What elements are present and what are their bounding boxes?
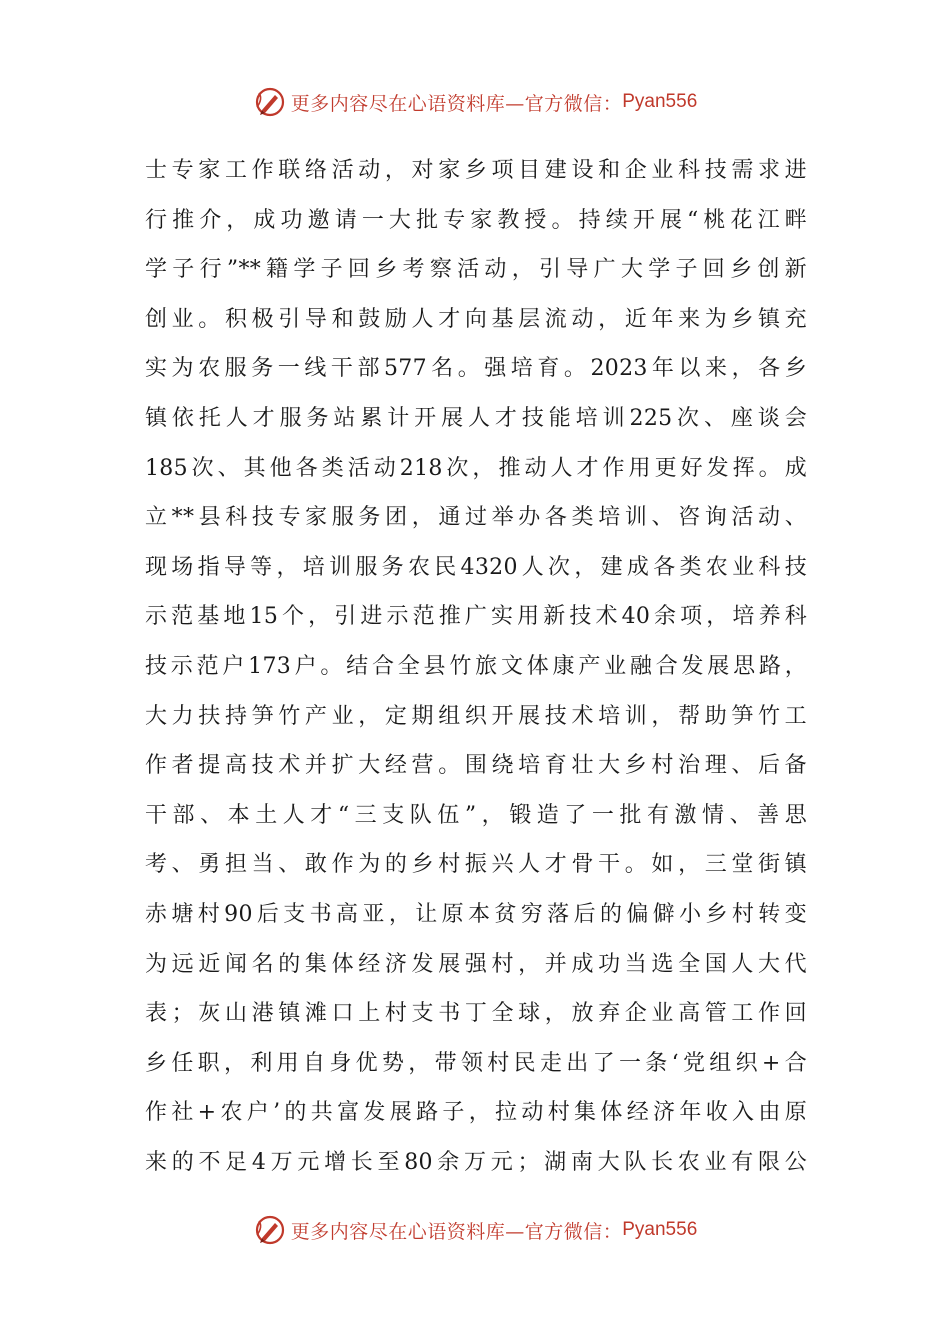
body-line: 镇依托人才服务站累计开展人才技能培训225次、座谈会 bbox=[145, 405, 807, 431]
body-line: 作者提高技术并扩大经营。围绕培育壮大乡村治理、后备 bbox=[145, 753, 807, 779]
document-body bbox=[145, 146, 807, 1187]
body-line: 创业。积极引导和鼓励人才向基层流动，近年来为乡镇充 bbox=[145, 306, 807, 332]
body-line: 现场指导等，培训服务农民4320人次，建成各类农业科技 bbox=[145, 554, 807, 580]
footer-wechat-id: Pyan556 bbox=[622, 1219, 698, 1240]
header-banner-text: 更多内容尽在心语资料库—官方微信： bbox=[290, 92, 623, 115]
body-line: 干部、本土人才“三支队伍”，锻造了一批有激情、善思 bbox=[145, 802, 807, 828]
body-line: 技示范户173户。结合全县竹旅文体康产业融合发展思路， bbox=[145, 653, 807, 679]
body-line: 作社+农户’的共富发展路子，拉动村集体经济年收入由原 bbox=[145, 1100, 807, 1126]
body-line: 考、勇担当、敢作为的乡村振兴人才骨干。如，三堂街镇 bbox=[145, 852, 807, 878]
footer-banner-text: 更多内容尽在心语资料库—官方微信： bbox=[290, 1220, 623, 1243]
body-line: 士专家工作联络活动，对家乡项目建设和企业科技需求进 bbox=[145, 158, 807, 183]
body-line: 来的不足4万元增长至80余万元；湖南大队长农业有限公 bbox=[145, 1149, 807, 1175]
body-line: 实为农服务一线干部577名。强培育。2023年以来，各乡 bbox=[145, 356, 807, 382]
body-line: 大力扶持笋竹产业，定期组织开展技术培训，帮助笋竹工 bbox=[145, 703, 807, 729]
header-wechat-id: Pyan556 bbox=[622, 91, 698, 112]
body-line: 为远近闻名的集体经济发展强村，并成功当选全国人大代 bbox=[145, 951, 807, 977]
pen-logo-icon bbox=[253, 85, 287, 119]
body-line: 示范基地15个，引进示范推广实用新技术40余项，培养科 bbox=[145, 604, 807, 630]
body-line: 赤塘村90后支书高亚，让原本贫穷落后的偏僻小乡村转变 bbox=[145, 901, 807, 927]
pen-logo-icon bbox=[253, 1213, 287, 1247]
body-line: 行推介，成功邀请一大批专家教授。持续开展“桃花江畔 bbox=[145, 207, 807, 233]
body-line: 乡任职，利用自身优势，带领村民走出了一条‘党组织+合 bbox=[145, 1050, 807, 1076]
body-line: 学子行”**籍学子回乡考察活动，引导广大学子回乡创新 bbox=[145, 257, 807, 283]
footer-banner bbox=[0, 1210, 950, 1250]
body-line: 185次、其他各类活动218次，推动人才作用更好发挥。成 bbox=[145, 455, 807, 481]
body-line: 表；灰山港镇滩口上村支书丁全球，放弃企业高管工作回 bbox=[145, 1001, 807, 1027]
header-banner bbox=[0, 82, 950, 122]
body-line: 立**县科技专家服务团，通过举办各类培训、咨询活动、 bbox=[145, 505, 807, 531]
